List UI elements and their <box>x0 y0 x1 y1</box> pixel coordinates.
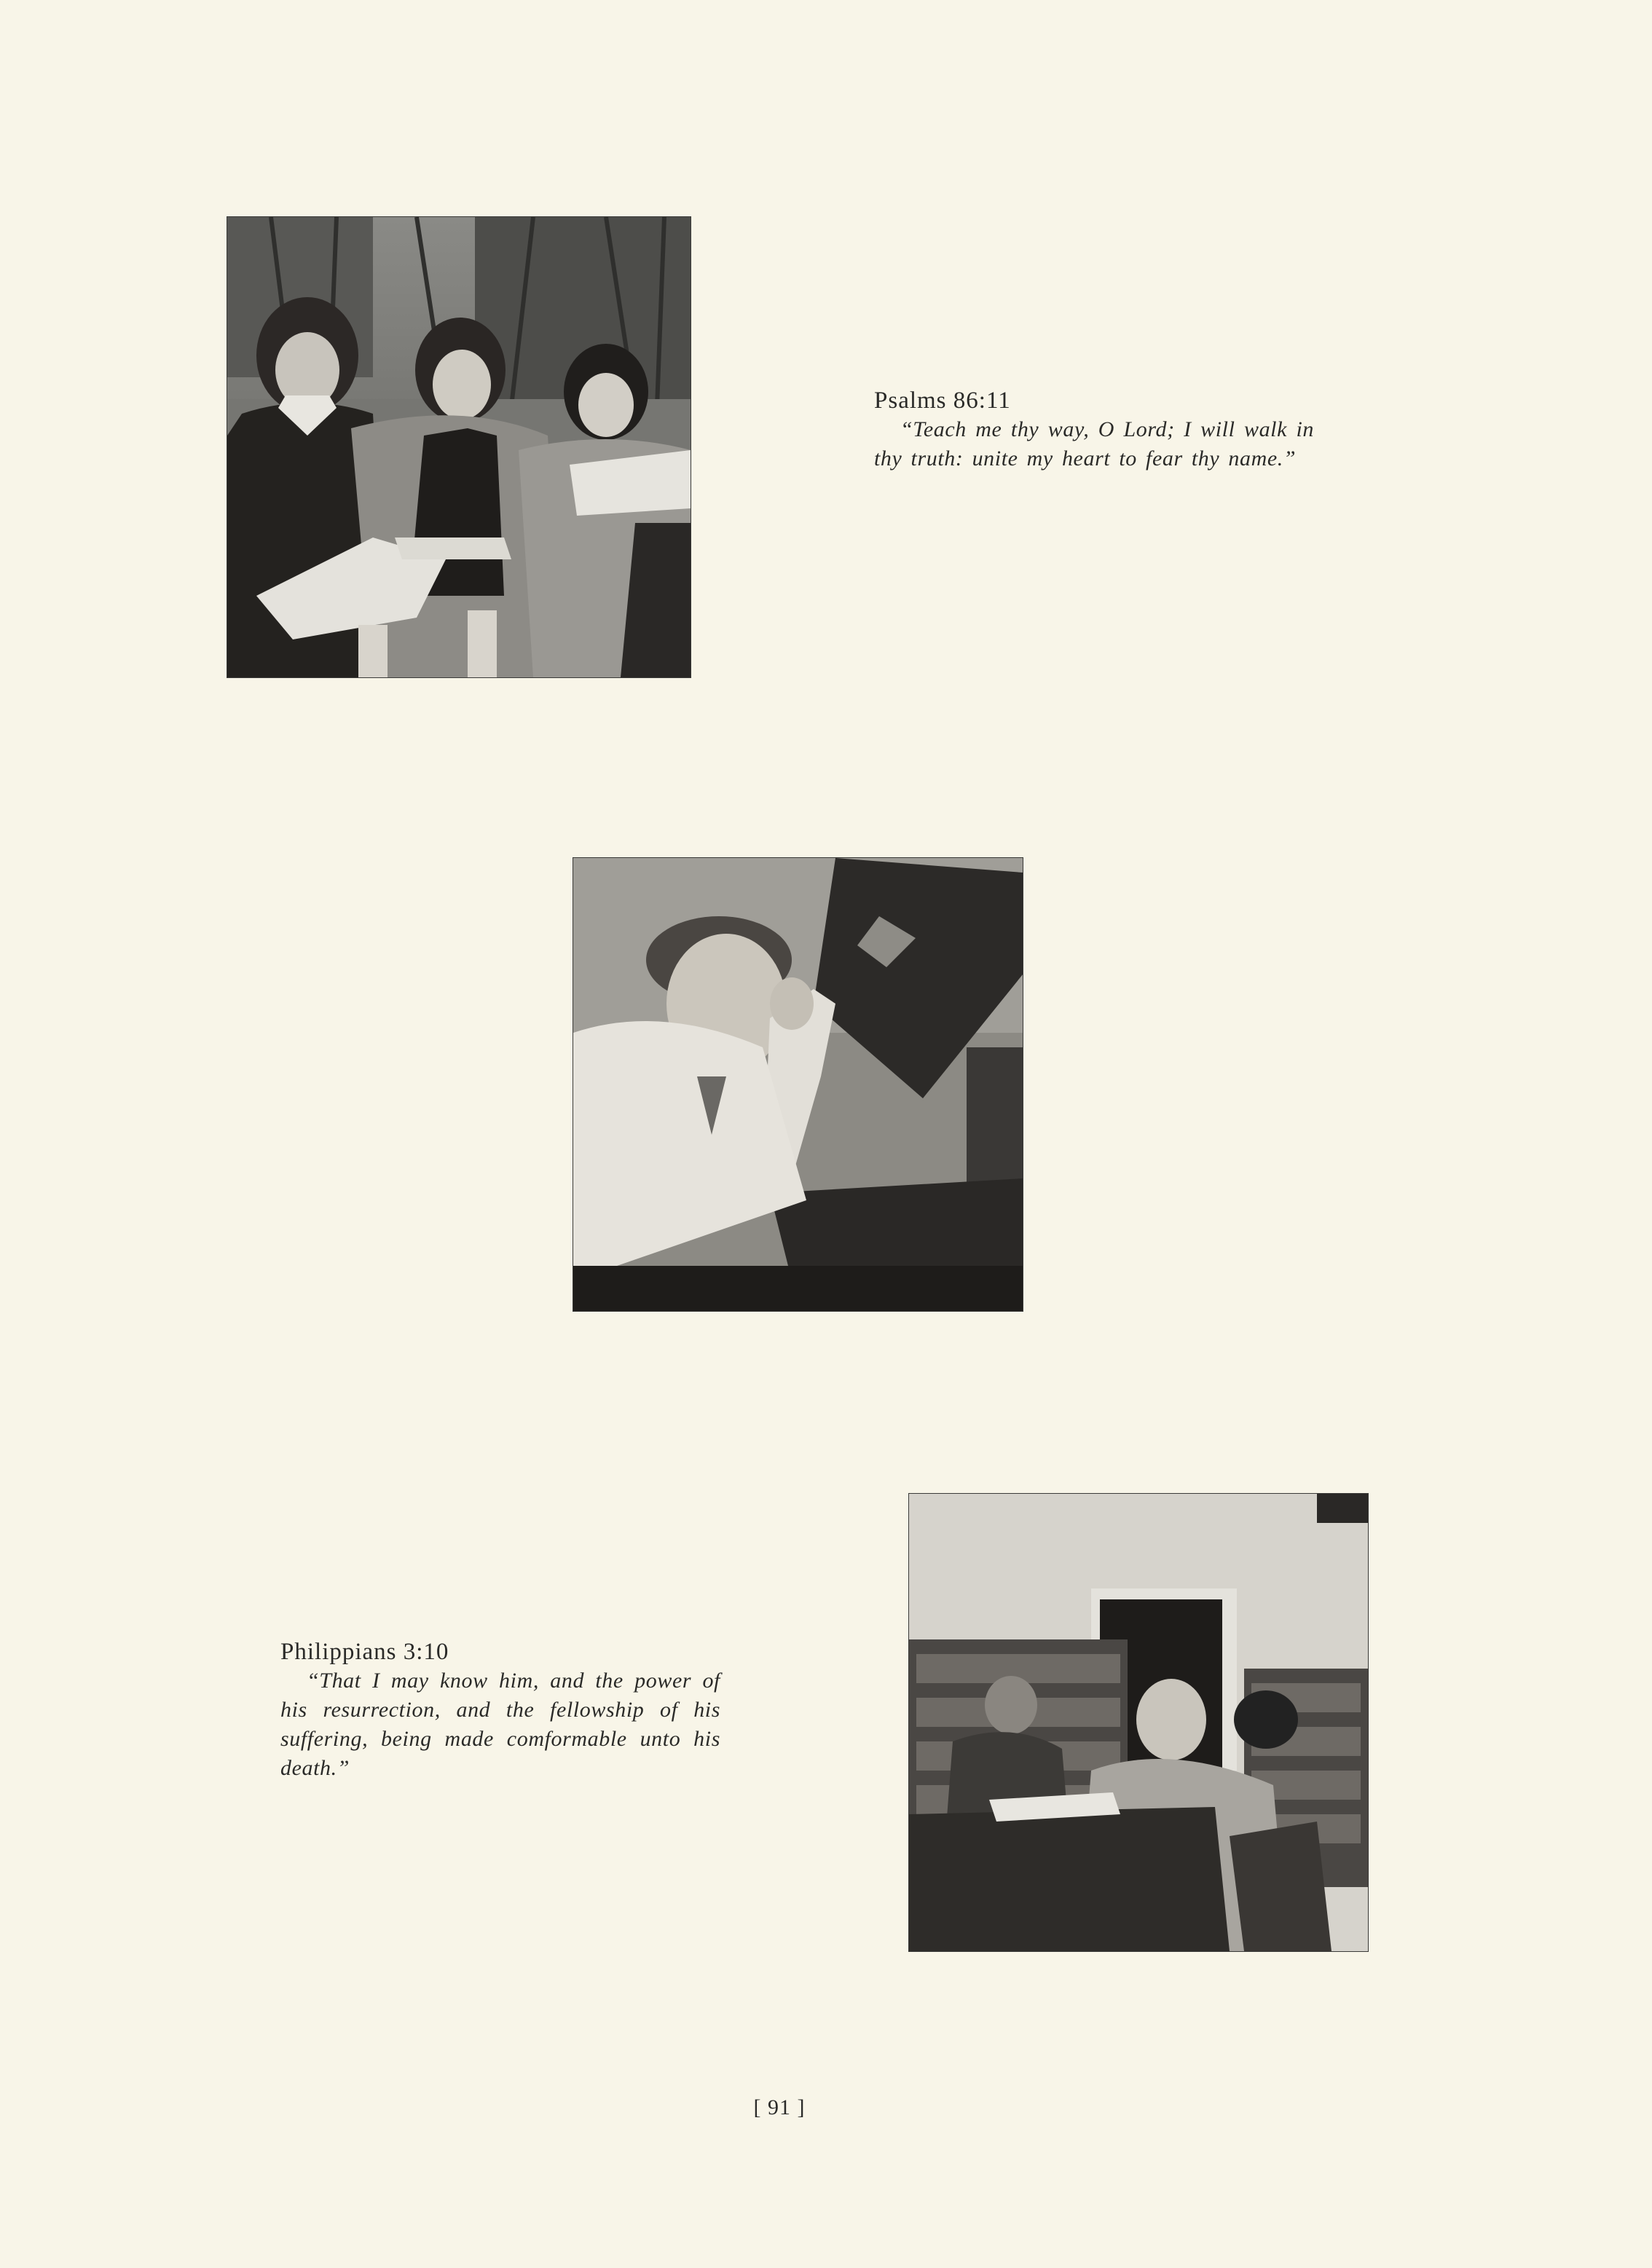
caption-reference: Philippians 3:10 <box>280 1639 449 1665</box>
photo-student-at-desk-image <box>573 858 1023 1311</box>
caption-philippians <box>280 1637 720 1783</box>
photo-library <box>909 1494 1368 1951</box>
photo-students-outdoors <box>227 217 691 677</box>
caption-quote: “Teach me thy way, O Lord; I will walk in thy truth: unite my heart to fear thy name.” <box>874 417 1314 470</box>
caption-quote: “That I may know him, and the power of his resurrection, and the fellowship of his suffering, being made comformable unto his death.” <box>280 1669 720 1780</box>
photo-students-outdoors-image <box>227 217 691 677</box>
caption-psalms <box>874 386 1314 473</box>
caption-reference: Psalms 86:11 <box>874 387 1011 414</box>
page-number: [ 91 ] <box>753 2095 806 2119</box>
photo-student-at-desk <box>573 858 1023 1311</box>
photo-library-image <box>909 1494 1368 1951</box>
